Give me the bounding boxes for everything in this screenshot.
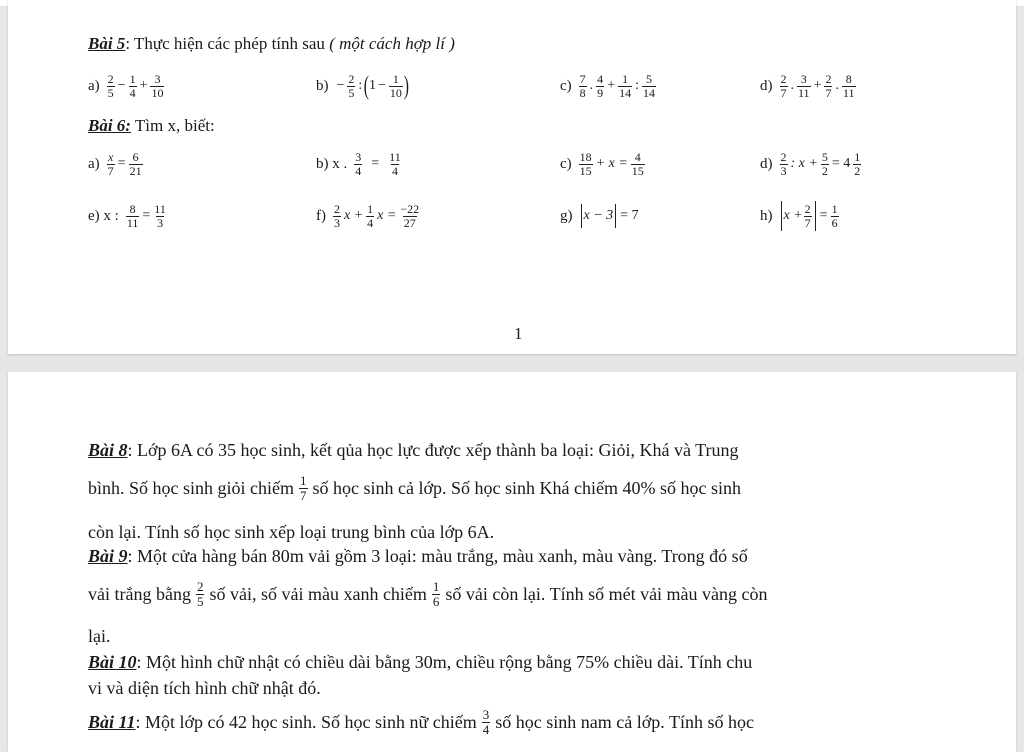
fraction: $\frac{2}{7}$ (825, 71, 832, 100)
bai6-a: a) $\frac{x}{7}$ = $\frac{6}{21}$ (88, 149, 142, 178)
fraction: $\frac{1}{4}$ (367, 201, 374, 230)
fraction: $\frac{1}{14}$ (619, 71, 632, 100)
fraction: 1 7 (300, 472, 307, 503)
bai10-line-1: Bài 10 : Một hình chữ nhật có chiều dài bằng 30m, chiều rộng bằng 75% chiều dài. Tính chu (88, 651, 753, 672)
bai6-e: e) x : $\frac{8}{11}$ = $\frac{11}{3}$ (88, 201, 166, 230)
fraction: $\frac{2}{3}$ (334, 201, 340, 230)
fraction: $\frac{-22}{27}$ (400, 201, 420, 230)
fraction: $\frac{1}{4}$ (129, 71, 136, 100)
bai9-line-2: vải trắng bằng 2 5 số vải, số vải màu xanh chiếm 1 6 số vải còn lại. Tính số mét vải màu vàng còn (88, 578, 768, 609)
fraction: $\frac{5}{2}$ (821, 149, 828, 178)
fraction: $\frac{2}{7}$ (780, 71, 787, 100)
document-page-2 (8, 372, 1016, 752)
fraction: 2 5 (196, 578, 204, 609)
right-paren: ) (403, 71, 409, 100)
fraction: $\frac{11}{3}$ (154, 201, 166, 230)
bai5-d: d) $\frac{2}{7}$ . $\frac{3}{11}$ + $\frac{2}{7}$ . $\frac{8}{11}$ (760, 71, 855, 100)
fraction: $\frac{2}{3}$ (780, 149, 787, 178)
fraction: $\frac{11}{4}$ (389, 149, 401, 178)
bai8-line-2: bình. Số học sinh giỏi chiếm 1 7 số học sinh cả lớp. Số học sinh Khá chiếm 40% số học sinh (88, 472, 741, 503)
bai8-line-3: còn lại. Tính số học sinh xếp loại trung bình của lớp 6A. (88, 521, 495, 542)
bai5-note: ( một cách hợp lí ) (329, 34, 455, 53)
bai5-a: a) $\frac{2}{5}$ − $\frac{1}{4}$ + $\frac{3}{10}$ (88, 71, 164, 100)
bai9-line-1: Bài 9 : Một cửa hàng bán 80m vải gồm 3 loại: màu trắng, màu xanh, màu vàng. Trong đó số (88, 545, 748, 566)
fraction: $\frac{3}{10}$ (151, 71, 164, 100)
bai5-c: c) $\frac{7}{8}$ . $\frac{4}{9}$ + $\frac{1}{14}$ : $\frac{5}{14}$ (560, 71, 655, 100)
document-page-1 (8, 0, 1016, 354)
bai5-heading (88, 34, 455, 54)
bai6-g: g) x − 3 = 7 (560, 196, 641, 236)
fraction: $\frac{3}{11}$ (798, 71, 810, 100)
bai10-line-2: vi và diện tích hình chữ nhật đó. (88, 677, 321, 698)
fraction: 1 6 (432, 578, 440, 609)
page-number: 1 (514, 324, 523, 343)
abs-bar-right (815, 201, 816, 231)
fraction: $\frac{2}{5}$ (107, 71, 114, 100)
bai9-line-3: lại. (88, 625, 111, 646)
fraction: $\frac{8}{11}$ (842, 71, 855, 100)
fraction: $\frac{2}{7}$ (804, 201, 811, 230)
fraction: $\frac{2}{5}$ (348, 71, 355, 100)
fraction: $\frac{4}{15}$ (631, 149, 644, 178)
bai5-b: b) − $\frac{2}{5}$ : ( 1 − $\frac{1}{10}$ ) (316, 71, 409, 100)
fraction: $\frac{8}{11}$ (126, 201, 139, 230)
fraction: $\frac{5}{14}$ (642, 71, 655, 100)
left-paren: ( (364, 71, 370, 100)
fraction: $\frac{18}{15}$ (579, 149, 592, 178)
fraction: $\frac{4}{9}$ (597, 71, 604, 100)
bai6-f: f) $\frac{2}{3}$ x + $\frac{1}{4}$ x = $\frac{-22}{27}$ (316, 201, 420, 230)
bai6-b: b) x . $\frac{3}{4}$ = $\frac{11}{4}$ (316, 149, 401, 178)
bai11-title: Bài 11 (88, 711, 136, 732)
bai8-line-1: Bài 8 : Lớp 6A có 35 học sinh, kết qủa học lực được xếp thành ba loại: Giỏi, Khá và Trung (88, 439, 739, 460)
fraction: $\frac{3}{4}$ (355, 149, 362, 178)
fraction: $\frac{7}{8}$ (579, 71, 586, 100)
fraction: $\frac{1}{10}$ (389, 71, 402, 100)
fraction: $\frac{1}{2}$ (854, 149, 861, 178)
fraction: $\frac{x}{7}$ (107, 149, 114, 178)
fraction: 3 4 (482, 706, 490, 737)
bai6-d: d) $\frac{2}{3}$ : x + $\frac{5}{2}$ = 4 $\frac{1}{2}$ (760, 149, 861, 178)
abs-bar-right (615, 204, 616, 228)
bai6-c: c) $\frac{18}{15}$ + x = $\frac{4}{15}$ (560, 149, 644, 178)
fraction: $\frac{6}{21}$ (129, 149, 142, 178)
bai6-h: h) x + $\frac{2}{7}$ = $\frac{1}{6}$ (760, 201, 838, 230)
bai6-instruction: Tìm x, biết: (130, 116, 215, 135)
bai9-title: Bài 9 (88, 545, 128, 566)
bai5-instruction: : Thực hiện các phép tính sau (125, 34, 325, 53)
bai5-title: Bài 5 (88, 34, 126, 53)
bai11-line-1: Bài 11 : Một lớp có 42 học sinh. Số học sinh nữ chiếm 3 4 số học sinh nam cả lớp. Tính số học (88, 706, 754, 737)
abs-bar-left (581, 204, 582, 228)
bai10-title: Bài 10 (88, 651, 137, 672)
fraction: $\frac{1}{6}$ (831, 201, 838, 230)
bai6-heading (88, 116, 215, 136)
bai8-title: Bài 8 (88, 439, 128, 460)
abs-bar-left (781, 201, 782, 231)
bai6-title: Bài 6: (88, 116, 131, 135)
